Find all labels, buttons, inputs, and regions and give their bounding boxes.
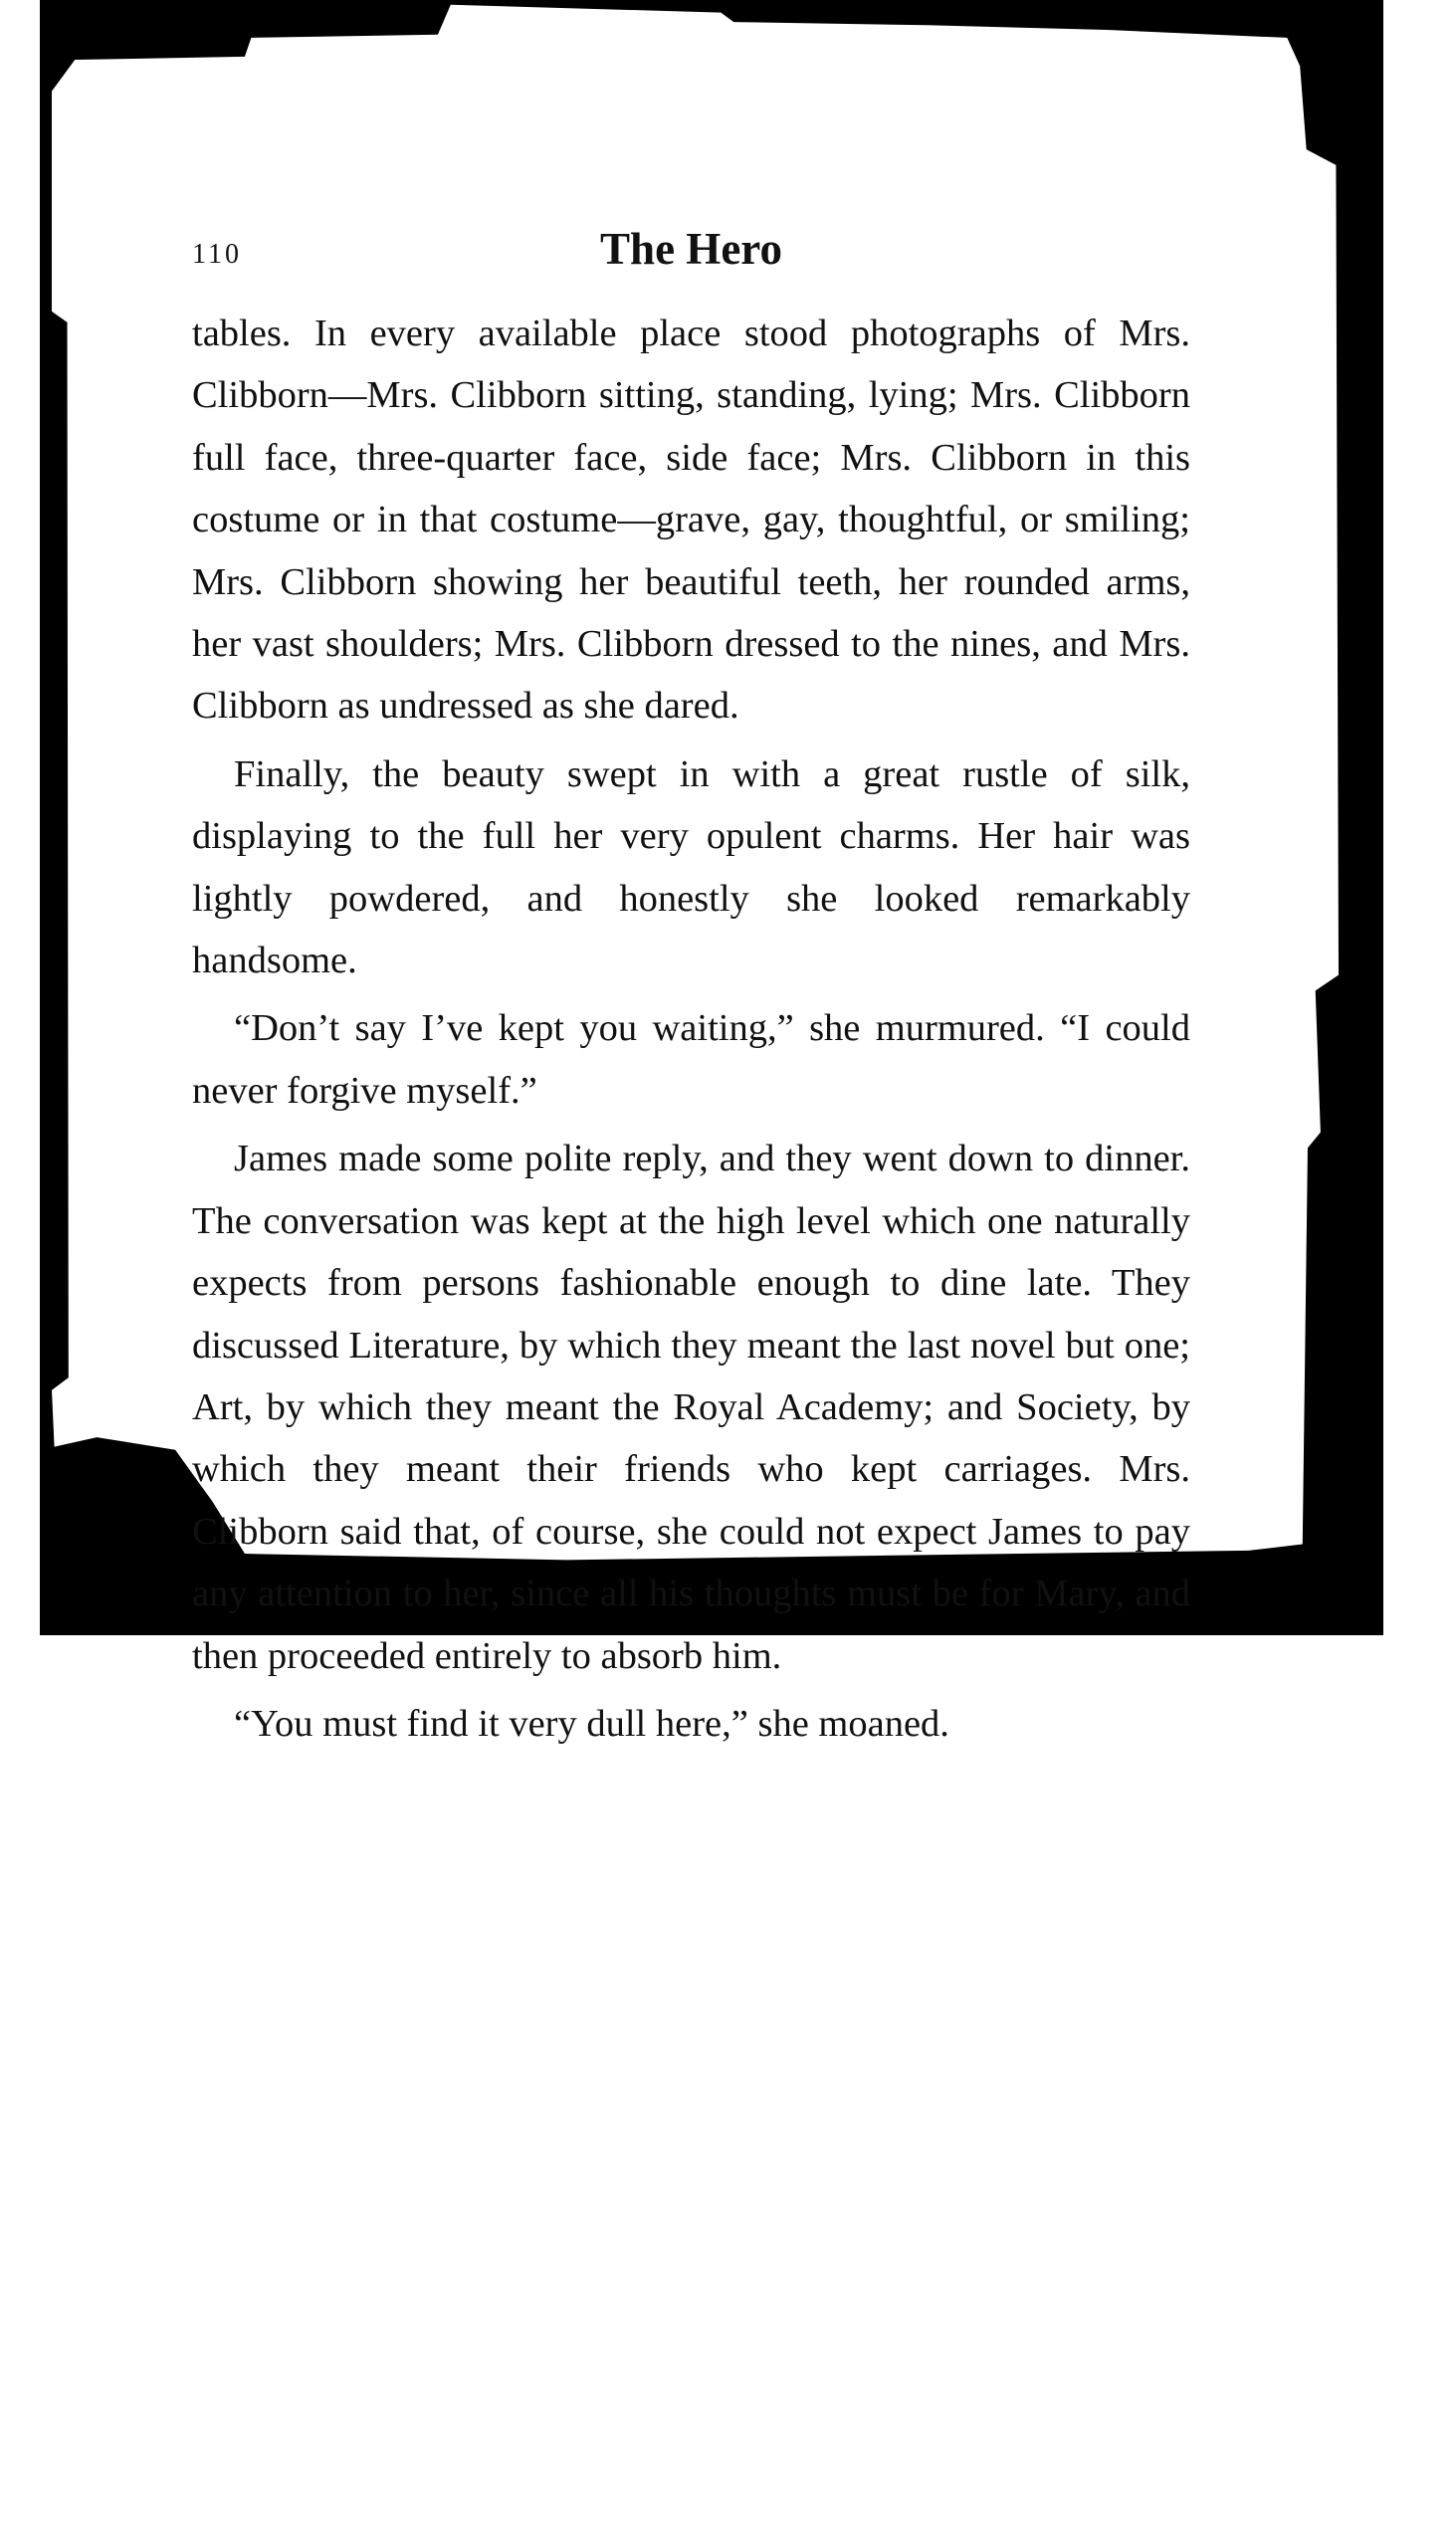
paragraph-2: Finally, the beauty swept in with a great rustle of silk, displaying to the full her very opulent charms. Her hair was lightly powdered, and honestly she looked remarkably handsome. [192, 752, 1190, 982]
running-head [192, 219, 1190, 303]
running-title: The Hero [600, 224, 782, 274]
paragraph-3: “Don’t say I’ve kept you waiting,” she murmured. “I could never forgive myself.” [192, 1007, 1190, 1112]
paragraph-4: James made some polite reply, and they went down to dinner. The conversation was kept at the high level which one naturally expects from persons fashionable enough to dine late. They discussed Literature, by which they meant the last novel but one; Art, by which they meant the Royal Academy; and Society, by which they meant their friends who kept carriages. Mrs. Clibborn said that, of course, she could not expect James to pay any attention to her, since all his thoughts must be for Mary, and then proceeded entirely to absorb him. [192, 1138, 1190, 1677]
paragraph-1: tables. In every available place stood photographs of Mrs. Clibborn—Mrs. Clibborn sitting, standing, lying; Mrs. Clibborn full face, three-quarter face, side face; Mrs. Clibborn in this costume or in that costume—grave, gay, thoughtful, or smiling; Mrs. Clibborn showing her beautiful teeth, her rounded arms, her vast shoulders; Mrs. Clibborn dressed to the nines, and Mrs. Clibborn as undressed as she dared. [192, 313, 1190, 728]
page-text [192, 219, 1190, 1755]
paragraph-5: “You must find it very dull here,” she moaned. [234, 1702, 949, 1745]
page-number: 110 [192, 239, 242, 270]
